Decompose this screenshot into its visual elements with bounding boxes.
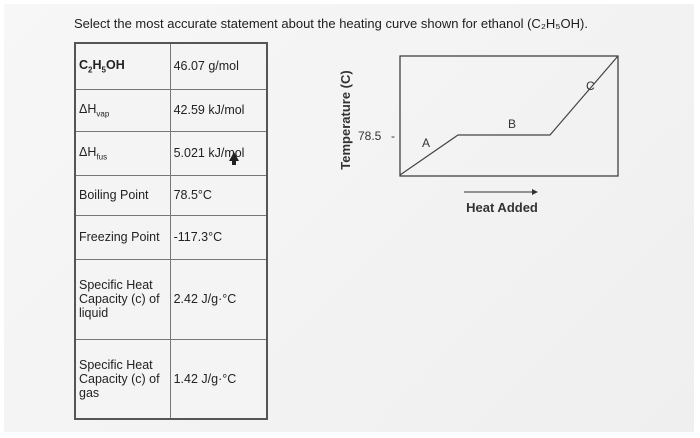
table-row xyxy=(75,215,267,259)
heating-curve-graph xyxy=(330,40,630,230)
table-cell: Specific Heat Capacity (c) of gas xyxy=(75,339,170,419)
properties-table xyxy=(74,42,268,420)
mouse-cursor-tail xyxy=(232,160,236,165)
table-cell: 78.5°C xyxy=(170,175,267,215)
table-cell: 1.42 J/g·°C xyxy=(170,339,267,419)
y-axis-label: Temperature (C) xyxy=(338,70,353,170)
table-row xyxy=(75,175,267,215)
table-cell: Specific Heat Capacity (c) of liquid xyxy=(75,259,170,339)
segment-label-b: B xyxy=(508,117,517,131)
table-cell: 5.021 kJ/mol xyxy=(170,131,267,175)
arrow-right-icon xyxy=(532,189,538,195)
table-cell: -117.3°C xyxy=(170,215,267,259)
table-cell: 42.59 kJ/mol xyxy=(170,89,267,131)
table-row xyxy=(75,259,267,339)
table-row xyxy=(75,43,267,89)
x-axis-label: Heat Added xyxy=(466,200,538,215)
table-cell: Freezing Point xyxy=(75,215,170,259)
delta-h-fus-cell: $\Delta H_{fus}$ xyxy=(75,131,170,175)
table-cell: 2.42 J/g·°C xyxy=(170,259,267,339)
segment-label-c: C xyxy=(586,79,595,93)
table-cell: Boiling Point xyxy=(75,175,170,215)
tick-dash: - xyxy=(391,129,395,143)
graph-frame xyxy=(400,56,618,176)
formula-cell: $C_2H_5OH$ xyxy=(75,43,170,89)
heating-curve-line xyxy=(400,56,618,175)
table-row xyxy=(75,339,267,419)
question-text: Select the most accurate statement about the heating curve shown for ethanol (C₂H₅OH). xyxy=(74,16,588,31)
table-row xyxy=(75,89,267,131)
segment-label-a: A xyxy=(422,136,431,150)
table-cell: 46.07 g/mol xyxy=(170,43,267,89)
tick-label: 78.5 xyxy=(358,129,382,143)
delta-h-vap-cell: $\Delta H_{vap}$ xyxy=(75,89,170,131)
